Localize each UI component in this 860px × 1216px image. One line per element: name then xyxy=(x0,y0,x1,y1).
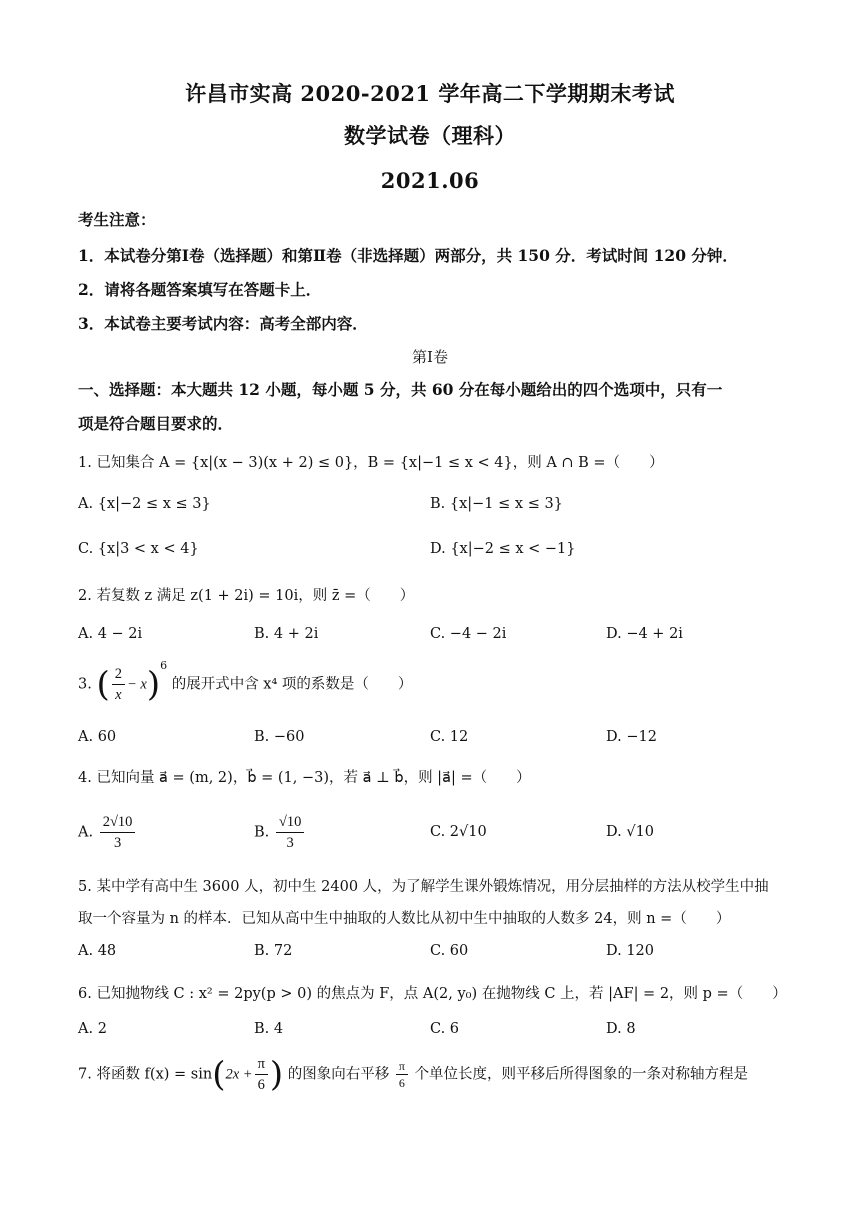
question-7-middle: 的图象向右平移 xyxy=(287,1066,390,1083)
question-1-option-b: B. {x|−1 ≤ x ≤ 3} xyxy=(430,496,563,512)
exam-date: 2021.06 xyxy=(380,168,480,193)
left-paren: ( xyxy=(212,1054,226,1095)
question-5-option-b: B. 72 xyxy=(254,943,293,959)
question-6-option-a: A. 2 xyxy=(78,1021,107,1037)
question-3-exponent: 6 xyxy=(160,658,168,672)
fraction-denominator: 3 xyxy=(113,835,122,851)
question-2-option-a: A. 4 − 2i xyxy=(78,626,143,642)
question-3-number: 3. xyxy=(78,676,92,693)
section-intro-line1: 一、选择题：本大题共 12 小题，每小题 5 分，共 60 分在每小题给出的四个选项中，只有一 xyxy=(78,380,723,399)
question-7-argument: 2x + xyxy=(225,1066,253,1083)
option-fraction xyxy=(100,812,136,853)
section-intro-line2: 项是符合题目要求的． xyxy=(78,414,234,433)
question-7-suffix: 个单位长度，则平移后所得图象的一条对称轴方程是 xyxy=(414,1066,749,1083)
option-fraction xyxy=(276,812,304,853)
notice-item-1: 1．本试卷分第Ⅰ卷（选择题）和第Ⅱ卷（非选择题）两部分，共 150 分．考试时间 120 分钟． xyxy=(78,246,738,265)
question-7-stem xyxy=(78,1054,748,1095)
question-5-option-c: C. 60 xyxy=(430,943,469,959)
question-3-stem xyxy=(78,658,413,705)
question-1-option-a: A. {x|−2 ≤ x ≤ 3} xyxy=(78,496,211,512)
question-3-option-a: A. 60 xyxy=(78,729,117,745)
fraction-numerator: 2 xyxy=(112,664,125,685)
question-2-stem: 2. 若复数 z 满足 z(1 + 2i) = 10i，则 z̄ =（ ） xyxy=(78,588,415,604)
question-3-option-d: D. −12 xyxy=(606,729,657,745)
question-7-arg-fraction xyxy=(255,1054,268,1095)
exam-subtitle: 数学试卷（理科） xyxy=(344,123,516,148)
question-5-option-d: D. 120 xyxy=(606,943,655,959)
question-1-option-d: D. {x|−2 ≤ x < −1} xyxy=(430,541,576,557)
question-5-line1: 5. 某中学有高中生 3600 人，初中生 2400 人，为了解学生课外锻炼情况，用分层抽样的方法从校学生中抽 xyxy=(78,879,769,895)
exam-title: 许昌市实高 2020-2021 学年高二下学期期末考试 xyxy=(185,81,675,106)
question-2-option-c: C. −4 − 2i xyxy=(430,626,507,642)
question-7-prefix: 7. 将函数 f(x) = sin xyxy=(78,1066,213,1083)
left-paren: ( xyxy=(96,664,110,705)
question-2-option-b: B. 4 + 2i xyxy=(254,626,319,642)
fraction-numerator: π xyxy=(255,1054,268,1075)
question-6-option-b: B. 4 xyxy=(254,1021,284,1037)
option-letter: A. xyxy=(78,824,94,841)
question-3-option-b: B. −60 xyxy=(254,729,305,745)
question-6-option-d: D. 8 xyxy=(606,1021,636,1037)
option-value: 2√10 xyxy=(449,824,487,840)
fraction-denominator: 6 xyxy=(398,1076,405,1090)
option-letter: B. xyxy=(254,824,270,841)
question-3-suffix: 的展开式中含 x⁴ 项的系数是（ ） xyxy=(171,676,413,693)
section-label: 第Ⅰ卷 xyxy=(412,348,448,366)
right-paren: ) xyxy=(146,664,161,705)
question-4-option-c xyxy=(430,824,487,840)
question-3-fraction xyxy=(112,664,125,705)
notice-heading: 考生注意： xyxy=(78,210,156,229)
fraction-numerator: √10 xyxy=(276,812,304,833)
option-letter: C. xyxy=(430,824,446,840)
question-4-option-b xyxy=(254,812,306,853)
question-3-option-c: C. 12 xyxy=(430,729,469,745)
question-5-option-a: A. 48 xyxy=(78,943,117,959)
fraction-denominator: 6 xyxy=(257,1077,265,1093)
question-4-option-a xyxy=(78,812,137,853)
right-paren: ) xyxy=(269,1054,284,1095)
option-letter: D. xyxy=(606,824,622,840)
question-4-stem: 4. 已知向量 a⃗ = (m, 2)，b⃗ = (1, −3)，若 a⃗ ⊥ b⃗，则 |a⃗| =（ ） xyxy=(78,770,531,786)
fraction-numerator: 2√10 xyxy=(100,812,136,833)
question-7-shift-fraction xyxy=(396,1058,408,1091)
question-3-inner-tail: − x xyxy=(126,676,147,693)
question-5-line2: 取一个容量为 n 的样本．已知从高中生中抽取的人数比从初中生中抽取的人数多 24，则 n =（ ） xyxy=(78,911,731,927)
notice-item-3: 3．本试卷主要考试内容：高考全部内容． xyxy=(78,314,368,333)
question-1-option-c: C. {x|3 < x < 4} xyxy=(78,541,199,557)
option-value: √10 xyxy=(626,824,655,840)
question-2-option-d: D. −4 + 2i xyxy=(606,626,683,642)
fraction-numerator: π xyxy=(396,1058,408,1075)
fraction-denominator: x xyxy=(115,687,122,703)
question-4-option-d xyxy=(606,824,654,840)
question-6-stem: 6. 已知抛物线 C : x² = 2py(p > 0) 的焦点为 F，点 A(2, y₀) 在抛物线 C 上，若 |AF| = 2，则 p =（ ） xyxy=(78,986,787,1002)
notice-item-2: 2．请将各题答案填写在答题卡上． xyxy=(78,280,322,299)
question-1-stem: 1. 已知集合 A = {x|(x − 3)(x + 2) ≤ 0}，B = {x|−1 ≤ x < 4}，则 A ∩ B =（ ） xyxy=(78,455,664,471)
question-6-option-c: C. 6 xyxy=(430,1021,460,1037)
fraction-denominator: 3 xyxy=(286,835,294,851)
